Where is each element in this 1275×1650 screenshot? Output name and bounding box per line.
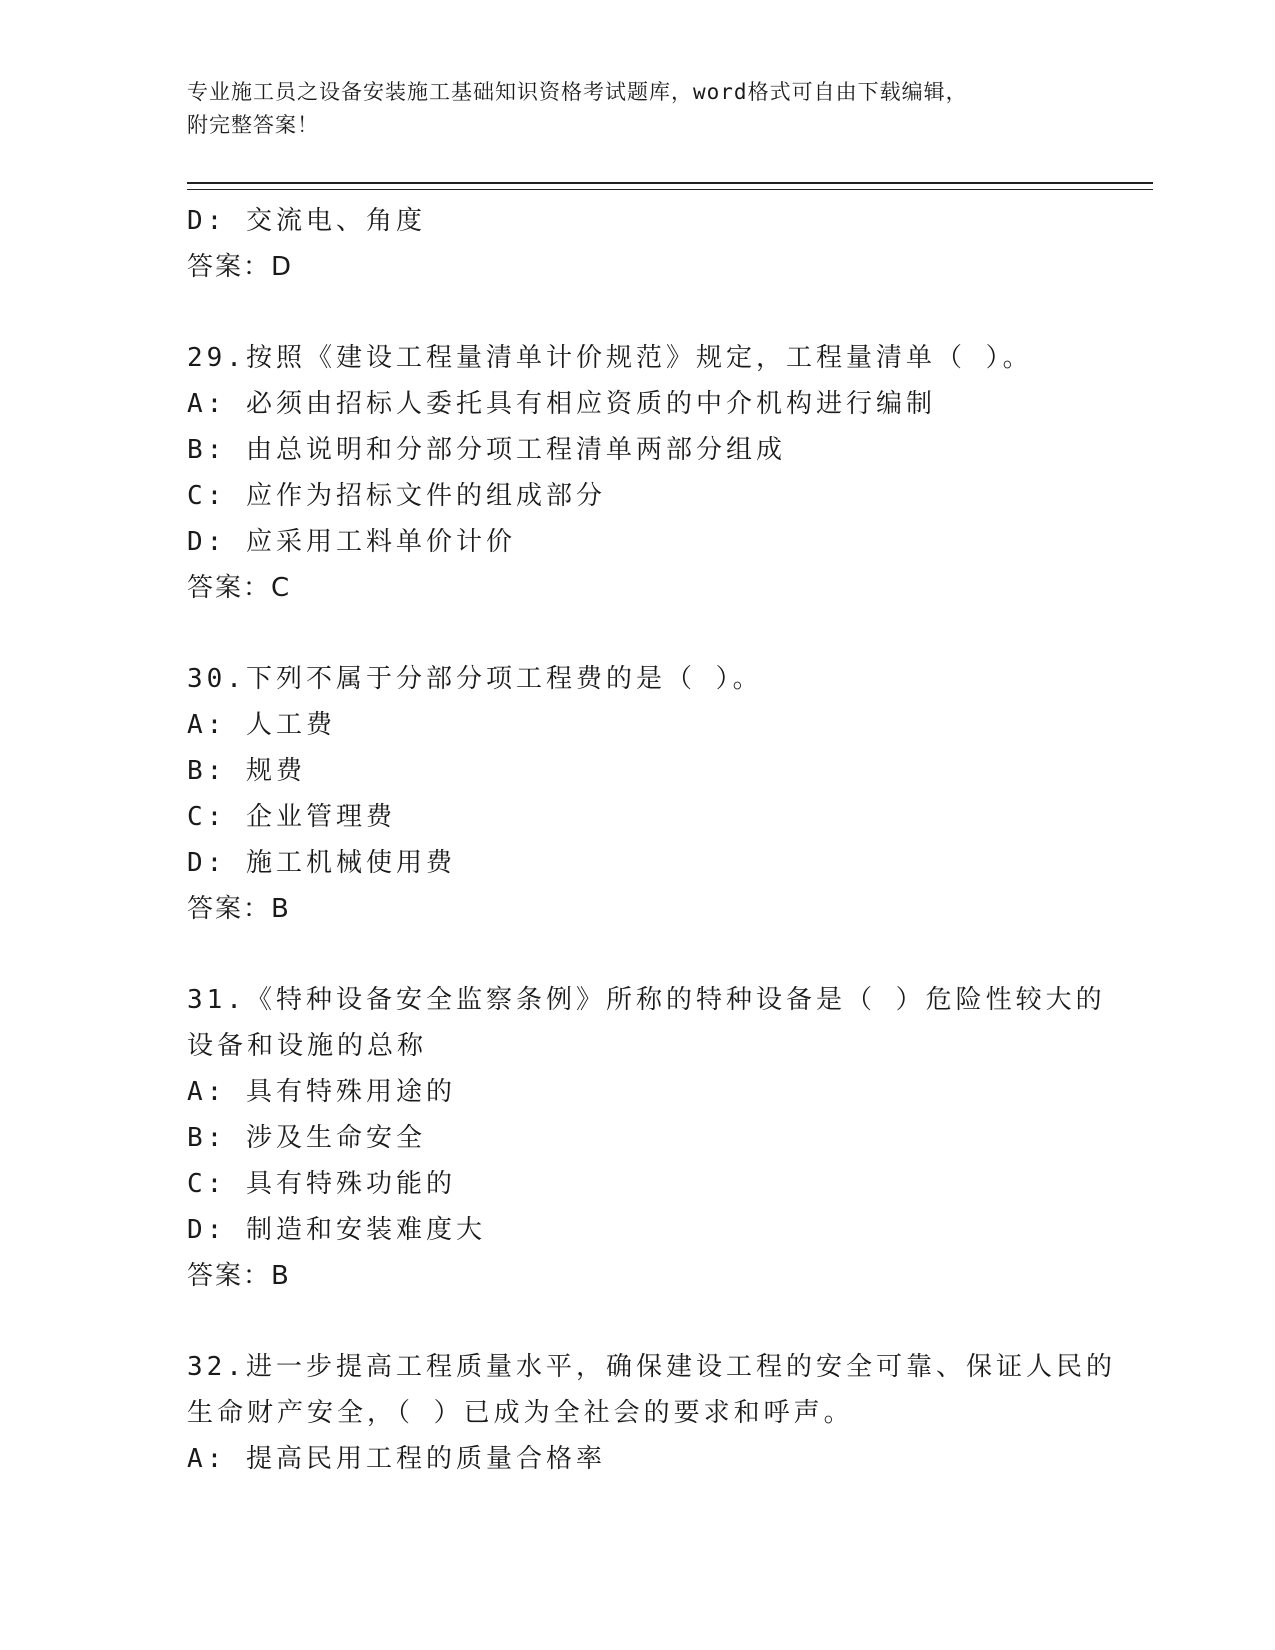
question-32 [187, 1344, 1157, 1482]
option-b: B: 规费 [187, 756, 306, 786]
option-c: C: 应作为招标文件的组成部分 [187, 481, 606, 511]
answer: 答案：B [187, 894, 291, 924]
header-line-1: 专业施工员之设备安装施工基础知识资格考试题库，word格式可自由下载编辑， [187, 80, 968, 104]
document-header [187, 76, 1157, 142]
option-b: B: 由总说明和分部分项工程清单两部分组成 [187, 435, 786, 465]
option-d: D: 施工机械使用费 [187, 848, 456, 878]
question-stem: 29.按照《建设工程量清单计价规范》规定，工程量清单（ ）。 [187, 343, 1033, 373]
question-stem-line-1: 31.《特种设备安全监察条例》所称的特种设备是（ ）危险性较大的 [187, 985, 1106, 1015]
question-stem-line-2: 设备和设施的总称 [187, 1031, 428, 1061]
option-a: A: 人工费 [187, 710, 336, 740]
option-d: D: 交流电、角度 [187, 206, 426, 236]
document-page [187, 0, 1157, 1482]
header-divider [187, 182, 1153, 190]
option-a: A: 必须由招标人委托具有相应资质的中介机构进行编制 [187, 389, 936, 419]
question-stem-line-2: 生命财产安全，（ ）已成为全社会的要求和呼声。 [187, 1398, 854, 1428]
answer: 答案：B [187, 1261, 291, 1291]
question-31 [187, 977, 1157, 1299]
question-30 [187, 656, 1157, 932]
option-c: C: 具有特殊功能的 [187, 1169, 456, 1199]
answer: 答案：D [187, 252, 294, 282]
question-29 [187, 335, 1157, 611]
question-stem: 30.下列不属于分部分项工程费的是（ ）。 [187, 664, 763, 694]
answer: 答案：C [187, 573, 292, 603]
option-b: B: 涉及生命安全 [187, 1123, 426, 1153]
option-d: D: 应采用工料单价计价 [187, 527, 516, 557]
option-a: A: 提高民用工程的质量合格率 [187, 1444, 606, 1474]
option-c: C: 企业管理费 [187, 802, 396, 832]
question-stem-line-1: 32.进一步提高工程质量水平，确保建设工程的安全可靠、保证人民的 [187, 1352, 1116, 1382]
option-a: A: 具有特殊用途的 [187, 1077, 456, 1107]
option-d: D: 制造和安装难度大 [187, 1215, 486, 1245]
header-line-2: 附完整答案！ [187, 113, 319, 137]
previous-question-tail [187, 198, 1157, 290]
